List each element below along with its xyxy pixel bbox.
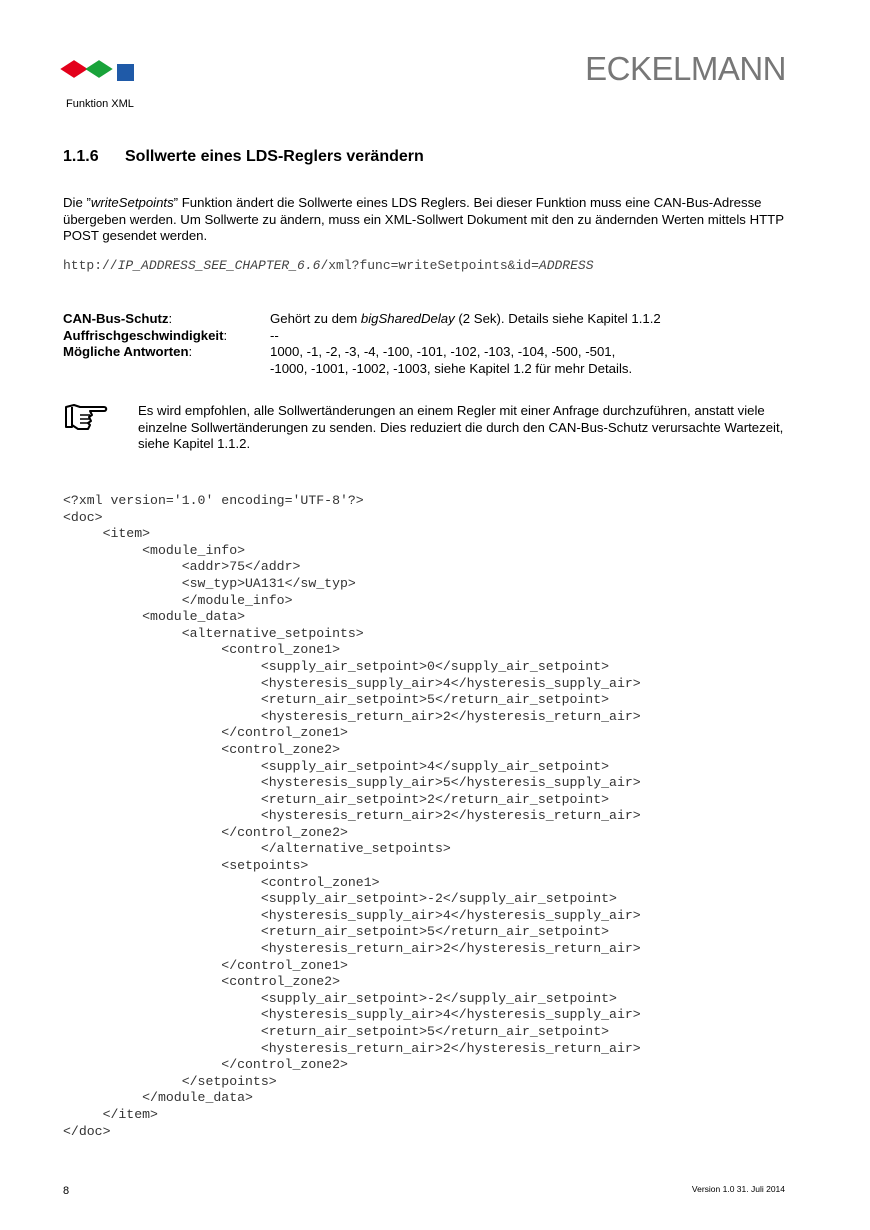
logo-green-square: [85, 60, 112, 78]
logo-red-square: [60, 60, 87, 78]
brand-name: ECKELMANN: [585, 50, 786, 87]
properties-table: [63, 311, 720, 378]
heading-number: 1.1.6: [63, 148, 99, 165]
section-heading: [63, 148, 424, 166]
url-path: /xml?func=writeSetpoints&id=: [320, 258, 539, 273]
property-key: Auffrischgeschwindigkeit: [63, 327, 224, 343]
url-prefix: http://: [63, 258, 118, 273]
url-id: ADDRESS: [538, 258, 594, 273]
heading-title: Sollwerte eines LDS-Reglers verändern: [125, 148, 424, 165]
property-value: --: [270, 327, 279, 343]
section-label: Funktion XML: [66, 98, 134, 110]
request-url: [63, 258, 594, 273]
property-value: Gehört zu dem bigSharedDelay (2 Sek). Details siehe Kapitel 1.1.2: [270, 311, 661, 326]
note-text: Es wird empfohlen, alle Sollwertänderungen an einem Regler mit einer Anfrage durchzuführen, anstatt viele einzelne Sollwertänderungen zu senden. Dies reduziert die durch den CAN-Bus-Schutz verursachte Wartezeit, siehe Kapitel 1.1.2.: [138, 403, 784, 452]
logo-blue-square: [117, 64, 134, 81]
pointing-hand-icon: [64, 403, 108, 431]
property-row: CAN-Bus-Schutz: Gehört zu dem bigSharedDelay (2 Sek). Details siehe Kapitel 1.1.2: [63, 311, 720, 328]
intro-paragraph: [63, 195, 793, 245]
property-key: Mögliche Antworten: [63, 344, 189, 360]
function-name: writeSetpoints: [90, 195, 174, 210]
property-value: 1000, -1, -2, -3, -4, -100, -101, -102, -103, -104, -500, -501, -1000, -1001, -1002, -1003, siehe Kapitel 1.2 für mehr Details.: [270, 344, 633, 377]
property-row: Auffrischgeschwindigkeit: --: [63, 328, 720, 345]
intro-text-rest: ” Funktion ändert die Sollwerte eines LDS Reglers. Bei dieser Funktion muss eine CAN-Bus-Adresse übergeben werden. Um Sollwerte zu ändern, muss ein XML-Sollwert Dokument mit den zu ändernden Werten mittels HTTP POST gesendet werden.: [63, 195, 784, 244]
property-key: CAN-Bus-Schutz: [63, 311, 169, 326]
page-number: 8: [63, 1185, 70, 1197]
url-address: IP_ADDRESS_SEE_CHAPTER_6.6: [117, 258, 321, 273]
intro-text-start: Die ”: [63, 195, 91, 210]
xml-code-block: <?xml version='1.0' encoding='UTF-8'?> <doc> <item> <module_info> <addr>75</addr> <sw_typ>UA131</sw_typ> </module_info> <module_data> <alternative_setpoints> <control_zone1> <supply_air_setpoint>0</supply_air_setpoint> <hysteresis_supply_air>4</hysteresis_supply_air> <return_air_setpoint>5</return_air_setpoint> <hysteresis_return_air>2</hysteresis_return_air> </control_zone1> <control_zone2> <supply_air_setpoint>4</supply_air_setpoint> <hysteresis_supply_air>5</hysteresis_supply_air> <return_air_setpoint>2</return_air_setpoint> <hysteresis_return_air>2</hysteresis_return_air> </control_zone2> </alternative_setpoints> <setpoints> <control_zone1> <supply_air_setpoint>-2</supply_air_setpoint> <hysteresis_supply_air>4</hysteresis_supply_air> <return_air_setpoint>5</return_air_setpoint> <hysteresis_return_air>2</hysteresis_return_air> </control_zone1> <control_zone2> <supply_air_setpoint>-2</supply_air_setpoint> <hysteresis_supply_air>4</hysteresis_supply_air> <return_air_setpoint>5</return_air_setpoint> <hysteresis_return_air>2</hysteresis_return_air> </control_zone2> </setpoints> </module_data> </item> </doc>: [63, 493, 641, 1139]
property-row: Mögliche Antworten: 1000, -1, -2, -3, -4, -100, -101, -102, -103, -104, -500, -501, -1000, -1001, -1002, -1003, siehe Kapitel 1.2 für mehr Details.: [63, 344, 720, 377]
version-info: Version 1.0 31. Juli 2014: [691, 1184, 785, 1194]
